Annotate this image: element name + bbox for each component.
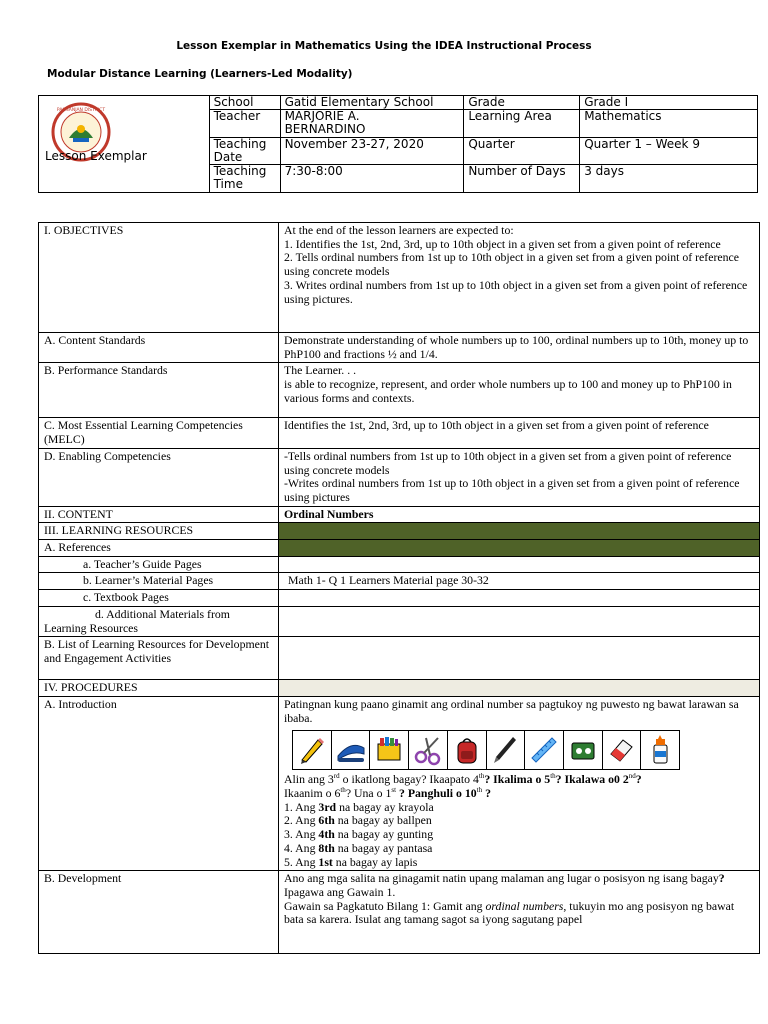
- scissors-icon: [412, 734, 444, 766]
- objectives-text: At the end of the lesson learners are expected to: 1. Identifies the 1st, 2nd, 3rd, up to 10th object in a given set from a given point of reference 2. Tells ordinal numbers from 1st up to 10th object in a given set from a given point of reference using concrete models 3. Writes ordinal numbers from 1st up to 10th object in a given set from a given point of reference using pictures.: [279, 223, 760, 333]
- teaching-date-value: November 23-27, 2020: [280, 137, 464, 165]
- table-row: [39, 540, 760, 557]
- content-standards-label: A. Content Standards: [39, 333, 279, 363]
- development-activity: Gawain sa Pagkatuto Bilang 1: Gamit ang ordinal numbers, tukuyin mo ang posisyon ng bawat bata sa karera. Isulat ang tamang sagot sa iyong sagutang papel: [284, 898, 735, 927]
- teacher-label: Teacher: [209, 110, 280, 138]
- development-label: B. Development: [39, 871, 279, 954]
- table-row: [39, 363, 760, 418]
- answer-item: 3. Ang 4th na bagay ay gunting: [284, 827, 434, 842]
- textbook-value: [279, 590, 760, 607]
- table-row: [39, 680, 760, 697]
- tg-pages-value: [279, 556, 760, 573]
- answer-item: 5. Ang 1st na bagay ay lapis: [284, 854, 418, 869]
- procedures-value: [279, 680, 760, 697]
- logo-text: PAGSANJAN DISTRICT: [56, 108, 106, 113]
- quarter-value: Quarter 1 – Week 9: [580, 137, 758, 165]
- introduction-label: A. Introduction: [39, 696, 279, 870]
- grade-value: Grade I: [580, 96, 758, 110]
- content-standards-text: Demonstrate understanding of whole numbers up to 100, ordinal numbers up to 10th, money up to PhP100 and fractions ½ and 1/4.: [279, 333, 760, 363]
- objectives-label: I. OBJECTIVES: [39, 223, 279, 333]
- table-row: [39, 871, 760, 954]
- content-label: II. CONTENT: [39, 506, 279, 523]
- table-row: [39, 523, 760, 540]
- melc-text: Identifies the 1st, 2nd, 3rd, up to 10th object in a given set from a given point of reference: [279, 418, 760, 448]
- list-resources-label: B. List of Learning Resources for Development and Engagement Activities: [39, 637, 279, 680]
- ruler-icon: [528, 734, 560, 766]
- teaching-time-label: Teaching Time: [209, 165, 280, 193]
- table-row: [39, 418, 760, 448]
- enabling-text: -Tells ordinal numbers from 1st up to 10th object in a given set from a given point of reference using concrete models -Writes ordinal numbers from 1st up to 10th object in a given set from a given point of reference using pictures: [279, 448, 760, 506]
- stapler-icon: [335, 734, 367, 766]
- table-row: [39, 573, 760, 590]
- introduction-questions: Alin ang 3rd o ikatlong bagay? Ikaapato 4th? Ikalima o 5th? Ikalawa o0 2nd? Ikaanim o 6th? Una o 1st ? Panghuli o 10th ?: [284, 772, 642, 801]
- development-instruction: Ipagawa ang Gawain 1.: [284, 884, 396, 899]
- learning-resources-label: III. LEARNING RESOURCES: [39, 523, 279, 540]
- learning-area-label: Learning Area: [464, 110, 580, 138]
- lm-pages-label: b. Learner’s Material Pages: [39, 573, 279, 590]
- learning-area-value: Mathematics: [580, 110, 758, 138]
- answer-item: 4. Ang 8th na bagay ay pantasa: [284, 840, 433, 855]
- school-supplies-strip: [292, 730, 680, 770]
- teaching-time-value: 7:30-8:00: [280, 165, 464, 193]
- table-row: [39, 333, 760, 363]
- sharpener-icon: [567, 734, 599, 766]
- enabling-label: D. Enabling Competencies: [39, 448, 279, 506]
- days-label: Number of Days: [464, 165, 580, 193]
- quarter-label: Quarter: [464, 137, 580, 165]
- grade-label: Grade: [464, 96, 580, 110]
- header-table: [38, 95, 758, 193]
- table-row: [39, 606, 760, 636]
- answer-item: 2. Ang 6th na bagay ay ballpen: [284, 813, 432, 828]
- document-title: Lesson Exemplar in Mathematics Using the IDEA Instructional Process: [176, 40, 592, 52]
- melc-label: C. Most Essential Learning Competencies (MELC): [39, 418, 279, 448]
- teaching-date-label: Teaching Date: [209, 137, 280, 165]
- backpack-icon: [451, 734, 483, 766]
- eraser-icon: [605, 734, 637, 766]
- lm-pages-value: Math 1- Q 1 Learners Material page 30-32: [279, 573, 760, 590]
- tg-pages-label: a. Teacher’s Guide Pages: [39, 556, 279, 573]
- learning-resources-value: [279, 523, 760, 540]
- document-subtitle: Modular Distance Learning (Learners-Led Modality): [47, 68, 353, 80]
- introduction-content: [279, 696, 760, 870]
- ballpen-icon: [489, 734, 521, 766]
- references-label: A. References: [39, 540, 279, 557]
- lesson-exemplar-label: Lesson Exemplar: [45, 149, 147, 163]
- additional-materials-label: d. Additional Materials from Learning Resources: [39, 606, 279, 636]
- table-row: [39, 556, 760, 573]
- glue-icon: [644, 734, 676, 766]
- logo-cell: [39, 96, 210, 193]
- answer-item: 1. Ang 3rd na bagay ay krayola: [284, 799, 434, 814]
- crayons-icon: [373, 734, 405, 766]
- school-label: School: [209, 96, 280, 110]
- teacher-value: MARJORIE A. BERNARDINO: [280, 110, 464, 138]
- table-row: [39, 223, 760, 333]
- table-row: [39, 506, 760, 523]
- days-value: 3 days: [580, 165, 758, 193]
- performance-standards-text: The Learner. . . is able to recognize, represent, and order whole numbers up to 100 and money up to PhP100 in various forms and contexts.: [279, 363, 760, 418]
- references-value: [279, 540, 760, 557]
- development-content: [279, 871, 760, 954]
- school-value: Gatid Elementary School: [280, 96, 464, 110]
- list-resources-value: [279, 637, 760, 680]
- textbook-label: c. Textbook Pages: [39, 590, 279, 607]
- performance-standards-label: B. Performance Standards: [39, 363, 279, 418]
- table-row: [39, 448, 760, 506]
- introduction-instruction: Patingnan kung paano ginamit ang ordinal number sa pagtukoy ng puwesto ng bawat larawan sa ibaba.: [284, 696, 739, 725]
- lesson-table: [38, 222, 760, 954]
- table-row: [39, 590, 760, 607]
- table-row: [39, 696, 760, 870]
- development-question: Ano ang mga salita na ginagamit natin upang malaman ang lugar o posisyon ng isang bagay?: [284, 871, 725, 886]
- additional-materials-value: [279, 606, 760, 636]
- table-row: [39, 637, 760, 680]
- pencil-icon: [296, 734, 328, 766]
- procedures-label: IV. PROCEDURES: [39, 680, 279, 697]
- content-value: Ordinal Numbers: [279, 506, 760, 523]
